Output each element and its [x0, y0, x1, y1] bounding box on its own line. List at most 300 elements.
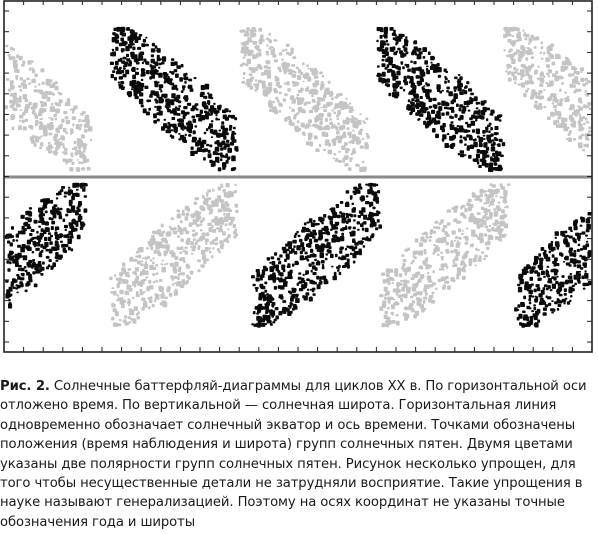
sunspot-dot [16, 104, 21, 108]
sunspot-dot [423, 56, 426, 59]
sunspot-dot [153, 113, 157, 118]
sunspot-dot [462, 266, 465, 269]
sunspot-dot [453, 259, 455, 262]
sunspot-dot [450, 250, 453, 253]
sunspot-dot [587, 256, 590, 259]
sunspot-dot [390, 27, 394, 31]
sunspot-dot [482, 220, 486, 225]
sunspot-dot [420, 96, 423, 99]
sunspot-dot [574, 110, 578, 113]
sunspot-dot [136, 73, 139, 76]
sunspot-dot [125, 70, 129, 75]
sunspot-dot [80, 222, 85, 226]
sunspot-dot [398, 294, 402, 298]
sunspot-dot [377, 211, 381, 214]
sunspot-dot [442, 123, 445, 127]
sunspot-dot [157, 55, 160, 59]
sunspot-dot [177, 278, 180, 280]
sunspot-dot [491, 133, 494, 136]
sunspot-dot [164, 263, 167, 265]
sunspot-dot [111, 74, 114, 78]
sunspot-dot [338, 265, 341, 268]
sunspot-dot [551, 312, 554, 314]
sunspot-dot [401, 63, 403, 65]
sunspot-dot [579, 233, 581, 236]
sunspot-dot [196, 240, 199, 243]
sunspot-dot [55, 81, 58, 84]
sunspot-dot [149, 265, 154, 270]
sunspot-dot [455, 236, 459, 239]
sunspot-dot [319, 276, 322, 280]
sunspot-dot [275, 40, 278, 42]
sunspot-dot [355, 164, 358, 167]
sunspot-dot [69, 200, 73, 205]
sunspot-dot [216, 140, 219, 144]
sunspot-dot [110, 62, 114, 65]
sunspot-dot [400, 298, 403, 302]
sunspot-dot [281, 59, 283, 61]
sunspot-dot [20, 268, 24, 272]
sunspot-dot [132, 80, 137, 85]
sunspot-dot [335, 159, 339, 162]
sunspot-dot [185, 134, 187, 136]
sunspot-dot [267, 66, 271, 69]
sunspot-dot [218, 209, 222, 213]
sunspot-dot [554, 301, 558, 304]
sunspot-dot [146, 100, 149, 103]
sunspot-dot [512, 44, 515, 47]
sunspot-dot [200, 264, 203, 267]
sunspot-dot [302, 110, 306, 113]
sunspot-dot [423, 89, 427, 93]
sunspot-dot [166, 244, 170, 249]
sunspot-dot [172, 284, 174, 286]
sunspot-dot [140, 263, 143, 266]
sunspot-dot [25, 99, 29, 103]
sunspot-dot [358, 131, 362, 135]
sunspot-dot [12, 127, 15, 131]
sunspot-dot [453, 93, 458, 99]
sunspot-dot [573, 260, 577, 265]
sunspot-dot [560, 231, 564, 236]
sunspot-dot [425, 258, 428, 262]
sunspot-dot [227, 157, 230, 161]
sunspot-dot [421, 102, 424, 106]
sunspot-dot [263, 294, 267, 299]
sunspot-dot [432, 98, 436, 101]
sunspot-dot [585, 243, 589, 247]
sunspot-dot [112, 49, 114, 51]
sunspot-dot [321, 81, 324, 84]
sunspot-dot [121, 70, 124, 73]
sunspot-dot [268, 33, 271, 36]
sunspot-dot [134, 92, 138, 97]
sunspot-dot [467, 124, 471, 128]
sunspot-dot [300, 242, 304, 247]
sunspot-dot [451, 100, 455, 104]
sunspot-dot [115, 323, 119, 326]
sunspot-dot [378, 27, 381, 29]
sunspot-dot [499, 114, 503, 117]
sunspot-dot [399, 273, 402, 277]
sunspot-dot [278, 278, 281, 281]
sunspot-dot [484, 100, 487, 103]
sunspot-dot [540, 78, 544, 83]
sunspot-dot [54, 114, 57, 117]
sunspot-dot [52, 93, 55, 96]
sunspot-dot [254, 90, 257, 92]
sunspot-dot [157, 251, 161, 254]
sunspot-dot [217, 248, 220, 251]
sunspot-dot [546, 64, 549, 68]
sunspot-dot [475, 158, 478, 161]
sunspot-dot [479, 143, 483, 147]
sunspot-dot [32, 107, 35, 110]
sunspot-dot [44, 237, 47, 241]
sunspot-dot [63, 159, 68, 163]
sunspot-dot [469, 262, 472, 266]
sunspot-dot [284, 72, 287, 74]
sunspot-dot [440, 219, 444, 223]
sunspot-dot [484, 208, 488, 211]
sunspot-dot [16, 234, 19, 238]
sunspot-dot [314, 75, 319, 78]
sunspot-dot [25, 270, 28, 272]
sunspot-dot [352, 203, 355, 205]
sunspot-dot [205, 84, 210, 90]
sunspot-dot [537, 320, 540, 323]
sunspot-dot [179, 281, 181, 283]
sunspot-dot [137, 47, 141, 50]
sunspot-dot [430, 232, 432, 235]
sunspot-dot [443, 278, 447, 281]
sunspot-dot [21, 277, 25, 280]
sunspot-dot [9, 302, 12, 304]
sunspot-dot [464, 154, 466, 156]
sunspot-dot [10, 93, 15, 96]
sunspot-dot [13, 64, 18, 69]
sunspot-dot [394, 84, 396, 87]
sunspot-dot [569, 236, 573, 239]
sunspot-dot [471, 115, 475, 119]
sunspot-dot [216, 227, 219, 230]
sunspot-dot [456, 220, 460, 224]
sunspot-dot [393, 89, 397, 92]
sunspot-dot [559, 100, 562, 104]
sunspot-dot [227, 148, 232, 153]
sunspot-dot [333, 276, 337, 281]
sunspot-dot [534, 299, 537, 302]
sunspot-dot [235, 210, 238, 213]
sunspot-dot [450, 243, 454, 247]
sunspot-dot [426, 66, 429, 68]
sunspot-dot [517, 32, 521, 37]
sunspot-dot [417, 81, 421, 85]
sunspot-dot [274, 286, 277, 290]
sunspot-dot [25, 110, 28, 114]
sunspot-dot [229, 129, 232, 131]
sunspot-dot [50, 200, 53, 204]
sunspot-dot [39, 253, 43, 257]
sunspot-dot [475, 115, 479, 119]
sunspot-dot [65, 162, 67, 165]
sunspot-dot [35, 120, 39, 125]
sunspot-dot [380, 74, 383, 77]
sunspot-dot [152, 273, 155, 275]
sunspot-dot [211, 97, 214, 99]
sunspot-dot [126, 58, 130, 61]
sunspot-dot [66, 235, 70, 238]
sunspot-dot [557, 308, 559, 311]
sunspot-dot [133, 259, 137, 262]
sunspot-dot [483, 135, 486, 137]
sunspot-dot [356, 190, 359, 193]
sunspot-dot [345, 149, 349, 153]
sunspot-dot [403, 80, 407, 83]
sunspot-dot [388, 93, 391, 96]
sunspot-dot [315, 267, 318, 271]
sunspot-dot [84, 195, 87, 198]
sunspot-dot [159, 279, 162, 282]
sunspot-dot [152, 304, 155, 307]
sunspot-dot [423, 302, 425, 304]
sunspot-dot [9, 287, 13, 292]
sunspot-dot [554, 109, 557, 112]
sunspot-dot [420, 250, 423, 253]
sunspot-dot [386, 273, 390, 276]
sunspot-dot [395, 65, 398, 69]
sunspot-dot [551, 309, 555, 312]
sunspot-dot [23, 126, 27, 130]
sunspot-dot [377, 190, 380, 193]
sunspot-dot [333, 112, 336, 115]
sunspot-dot [218, 167, 222, 171]
sunspot-dot [473, 221, 476, 225]
sunspot-dot [468, 206, 472, 210]
sunspot-dot [85, 184, 88, 186]
sunspot-dot [452, 231, 456, 235]
sunspot-dot [80, 227, 84, 230]
sunspot-dot [413, 83, 416, 85]
sunspot-dot [36, 231, 38, 234]
sunspot-dot [325, 239, 329, 242]
sunspot-dot [172, 86, 176, 90]
sunspot-dot [476, 129, 480, 134]
sunspot-dot [211, 219, 214, 223]
sunspot-dot [337, 112, 340, 115]
sunspot-dot [469, 97, 471, 100]
sunspot-dot [569, 300, 571, 302]
sunspot-dot [132, 297, 134, 300]
sunspot-dot [547, 266, 550, 268]
sunspot-dot [385, 311, 389, 314]
sunspot-dot [200, 112, 202, 115]
sunspot-dot [156, 280, 159, 283]
sunspot-dot [332, 235, 335, 238]
sunspot-dot [236, 149, 239, 152]
sunspot-dot [175, 289, 178, 292]
sunspot-dot [183, 96, 186, 99]
sunspot-dot [160, 287, 164, 291]
sunspot-dot [180, 248, 183, 250]
sunspot-dot [226, 213, 230, 216]
sunspot-dot [557, 247, 560, 250]
sunspot-dot [203, 157, 206, 161]
sunspot-dot [200, 223, 203, 226]
sunspot-dot [379, 294, 383, 297]
sunspot-dot [139, 83, 143, 87]
sunspot-dot [207, 223, 212, 226]
sunspot-dot [24, 266, 27, 269]
sunspot-dot [356, 127, 358, 129]
sunspot-dot [575, 76, 579, 79]
sunspot-dot [137, 261, 141, 265]
sunspot-dot [63, 128, 67, 132]
sunspot-dot [309, 297, 313, 302]
sunspot-dot [345, 158, 348, 160]
sunspot-dot [31, 229, 35, 232]
sunspot-dot [543, 106, 546, 108]
sunspot-dot [290, 122, 295, 126]
sunspot-dot [383, 79, 387, 83]
sunspot-dot [153, 62, 156, 65]
sunspot-dot [70, 109, 72, 111]
sunspot-dot [16, 292, 18, 294]
sunspot-dot [36, 242, 40, 247]
sunspot-dot [291, 64, 295, 67]
sunspot-dot [249, 73, 253, 76]
sunspot-dot [388, 270, 392, 273]
sunspot-dot [141, 79, 144, 81]
sunspot-dot [474, 255, 477, 259]
sunspot-dot [390, 57, 393, 60]
sunspot-dot [222, 231, 226, 236]
sunspot-dot [155, 245, 160, 250]
sunspot-dot [392, 282, 395, 284]
sunspot-dot [162, 292, 165, 295]
sunspot-dot [401, 287, 405, 292]
sunspot-dot [225, 153, 228, 156]
sunspot-dot [480, 238, 484, 243]
sunspot-dot [547, 116, 551, 120]
sunspot-dot [402, 66, 405, 69]
sunspot-dot [32, 68, 34, 70]
sunspot-dot [268, 87, 273, 92]
sunspot-dot [266, 302, 270, 307]
sunspot-dot [310, 249, 313, 253]
sunspot-dot [193, 119, 197, 123]
sunspot-dot [429, 236, 432, 239]
sunspot-dot [520, 69, 525, 74]
sunspot-dot [40, 68, 44, 72]
sunspot-dot [141, 74, 144, 77]
sunspot-dot [458, 228, 461, 232]
sunspot-dot [464, 86, 467, 89]
sunspot-dot [45, 211, 48, 214]
sunspot-dot [244, 54, 247, 56]
sunspot-dot [329, 122, 333, 125]
sunspot-dot [317, 248, 320, 251]
sunspot-dot [72, 124, 74, 127]
sunspot-dot [193, 238, 196, 241]
sunspot-dot [195, 242, 198, 245]
sunspot-dot [425, 292, 428, 296]
sunspot-dot [431, 110, 435, 114]
sunspot-dot [203, 96, 207, 99]
sunspot-dot [234, 184, 236, 186]
sunspot-dot [145, 37, 147, 39]
sunspot-dot [540, 97, 543, 100]
sunspot-dot [431, 300, 435, 304]
sunspot-dot [546, 47, 549, 50]
sunspot-dot [537, 287, 541, 291]
sunspot-dot [511, 27, 515, 31]
sunspot-dot [315, 80, 320, 85]
sunspot-dot [214, 201, 219, 207]
sunspot-dot [262, 85, 266, 89]
sunspot-dot [482, 158, 485, 162]
sunspot-dot [159, 111, 163, 116]
sunspot-dot [573, 67, 577, 70]
sunspot-dot [225, 128, 228, 132]
sunspot-dot [538, 253, 541, 257]
sunspot-dot [285, 117, 289, 120]
sunspot-dot [568, 74, 571, 77]
sunspot-dot [529, 76, 533, 80]
sunspot-dot [34, 284, 38, 288]
sunspot-dot [420, 237, 424, 242]
sunspot-dot [511, 59, 515, 64]
sunspot-dot [429, 265, 432, 268]
sunspot-dot [424, 60, 428, 64]
sunspot-dot [312, 288, 316, 291]
sunspot-dot [396, 282, 400, 287]
sunspot-dot [60, 126, 63, 129]
sunspot-dot [486, 147, 489, 151]
sunspot-dot [47, 124, 51, 129]
sunspot-dot [144, 264, 149, 270]
sunspot-dot [302, 247, 306, 252]
sunspot-dot [32, 260, 34, 263]
sunspot-dot [311, 270, 313, 273]
sunspot-dot [464, 90, 467, 94]
sunspot-dot [437, 238, 439, 240]
sunspot-dot [197, 259, 201, 262]
sunspot-dot [545, 57, 550, 62]
sunspot-dot [543, 287, 546, 290]
sunspot-dot [157, 81, 159, 83]
sunspot-dot [186, 122, 190, 125]
sunspot-dot [554, 76, 559, 82]
sunspot-dot [220, 199, 225, 203]
sunspot-dot [46, 249, 49, 252]
sunspot-dot [154, 250, 157, 254]
sunspot-dot [415, 284, 418, 287]
sunspot-dot [169, 71, 171, 74]
sunspot-dot [493, 223, 497, 226]
sunspot-dot [216, 135, 218, 137]
sunspot-dot [329, 102, 333, 106]
sunspot-dot [377, 219, 380, 223]
sunspot-dot [315, 119, 318, 123]
sunspot-dot [339, 103, 343, 108]
sunspot-dot [76, 189, 79, 191]
sunspot-dot [278, 311, 282, 315]
sunspot-dot [483, 258, 486, 260]
sunspot-dot [520, 45, 524, 50]
sunspot-dot [139, 289, 142, 291]
sunspot-dot [152, 43, 155, 47]
